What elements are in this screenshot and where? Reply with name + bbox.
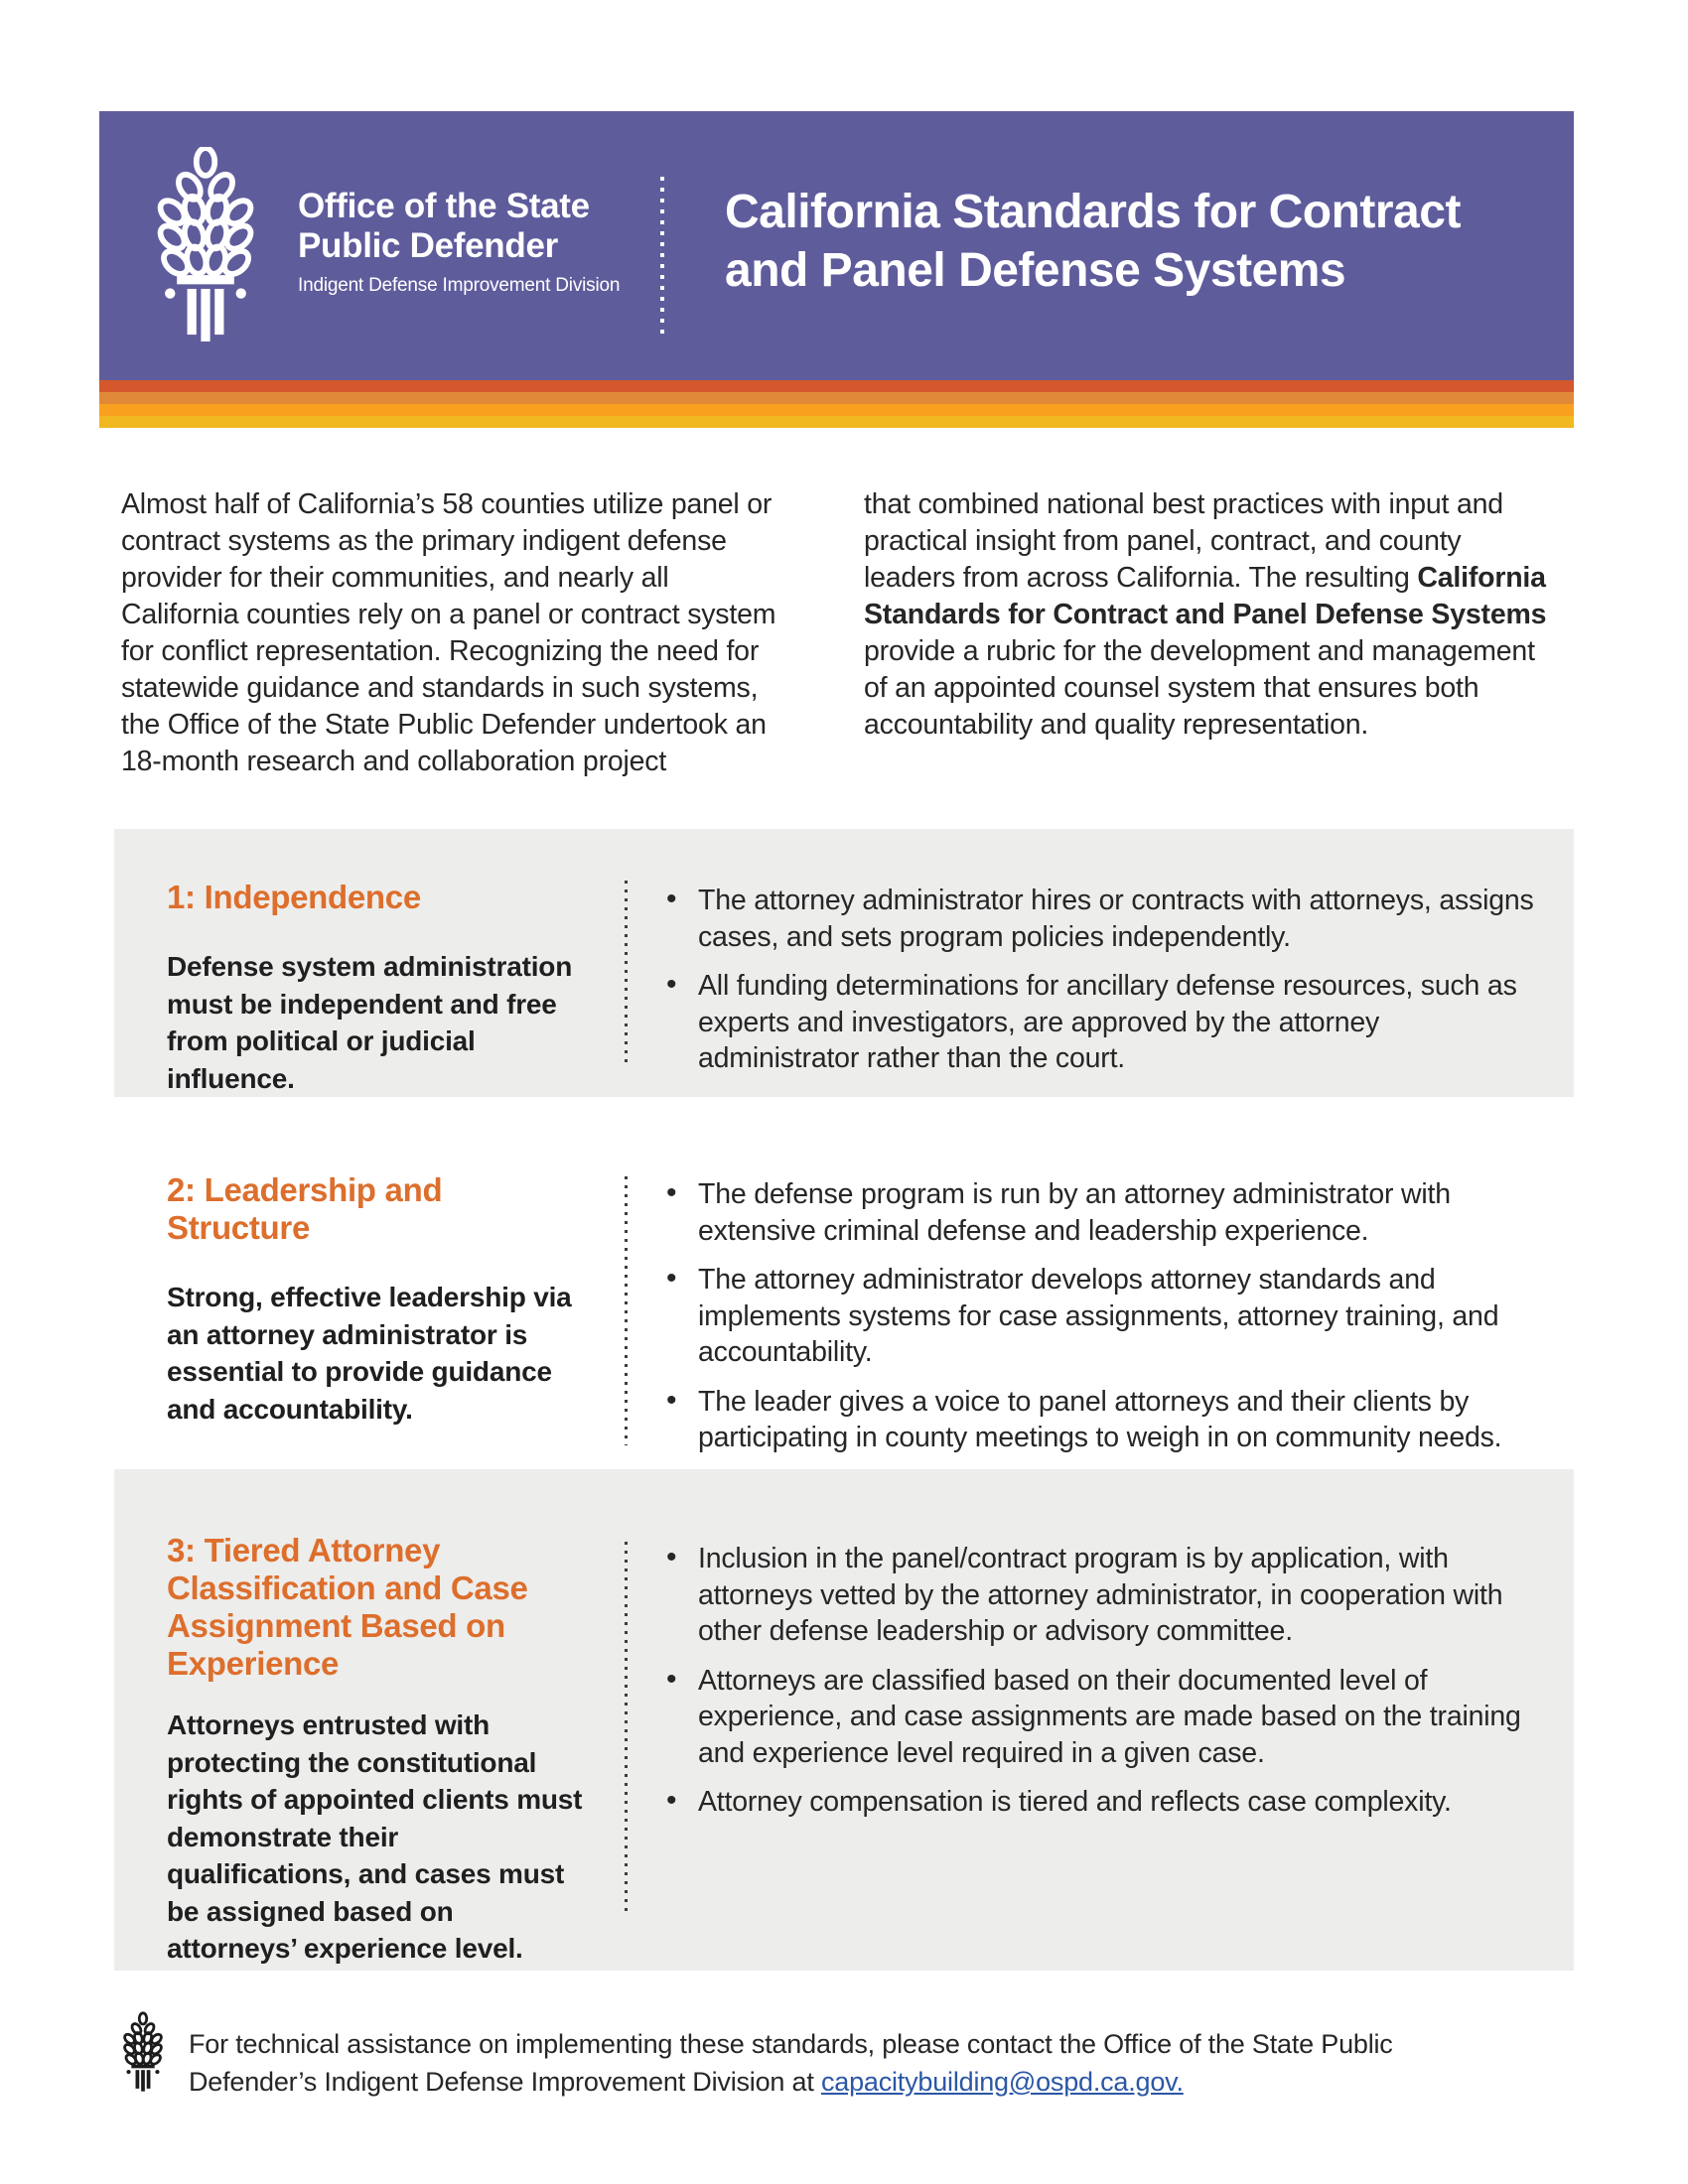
org-identity bbox=[298, 187, 620, 297]
stripe-yellow bbox=[99, 416, 1574, 428]
section-3-heading: 3: Tiered Attorney Classification and Case Assignment Based on Experience bbox=[167, 1532, 528, 1682]
intro-right-text-before: that combined national best practices with input and practical insight from panel, contract, and county leaders from across California. The resulting bbox=[864, 488, 1503, 594]
section-3-dotted-divider bbox=[625, 1542, 628, 1913]
org-name-line2: Public Defender bbox=[298, 226, 558, 265]
section-2-heading: 2: Leadership and Structure bbox=[167, 1171, 443, 1246]
bullet-item: • The attorney administrator hires or contracts with attorneys, assigns cases, and sets program policies independently. bbox=[666, 883, 1536, 955]
section-1-dotted-divider bbox=[625, 881, 628, 1065]
bullet-item: • The defense program is run by an attorney administrator with extensive criminal defense and leadership experience. bbox=[666, 1176, 1536, 1249]
contact-email-link[interactable]: capacitybuilding@ospd.ca.gov. bbox=[820, 2067, 1184, 2097]
header-accent-stripes bbox=[99, 380, 1574, 428]
ospd-column-leaves-logo-icon bbox=[127, 147, 284, 341]
stripe-medium-orange bbox=[99, 392, 1574, 404]
section-tiered-classification bbox=[114, 1469, 1574, 1971]
stripe-dark-orange bbox=[99, 380, 1574, 392]
bullet-item: • Attorney compensation is tiered and reflects case complexity. bbox=[666, 1784, 1536, 1821]
intro-paragraph-left: Almost half of California’s 58 counties utilize panel or contract systems as the primary indigent defense provider for their communities, and nearly all California counties rely on a panel or contract system for conflict representation. Recognizing the need for statewide guidance and standards in such systems, the Office of the State Public Defender undertook an 18-month research and collaboration project bbox=[121, 488, 776, 777]
footer-contact-note bbox=[189, 2025, 1470, 2101]
intro-right-text-after: provide a rubric for the development and management of an appointed counsel system that ensures both accountability and quality representation. bbox=[864, 635, 1535, 741]
bullet-item: • All funding determinations for ancillary defense resources, such as experts and investigators, are approved by the attorney administrator rather than the court. bbox=[666, 968, 1536, 1077]
section-1-bullets bbox=[666, 883, 1536, 1090]
bullet-item: • The leader gives a voice to panel attorneys and their clients by participating in county meetings to weigh in on community needs. bbox=[666, 1384, 1536, 1456]
section-leadership-structure bbox=[114, 1122, 1574, 1453]
bullet-item: • The attorney administrator develops attorney standards and implements systems for case assignments, attorney training, and accountability. bbox=[666, 1262, 1536, 1371]
org-division: Indigent Defense Improvement Division bbox=[298, 275, 621, 296]
footer-text-before-link: For technical assistance on implementing these standards, please contact the Office of the State Public Defender’s Indigent Defense Improvement Division at bbox=[189, 2029, 1393, 2097]
section-1-description: Defense system administration must be independent and free from political or judicial influence. bbox=[167, 951, 573, 1094]
ospd-column-leaves-logo-small-icon bbox=[115, 2005, 171, 2099]
section-1-heading: 1: Independence bbox=[167, 879, 421, 915]
section-3-bullets bbox=[666, 1541, 1536, 1834]
intro-paragraph-right bbox=[864, 486, 1551, 744]
section-2-dotted-divider bbox=[625, 1176, 628, 1445]
bullet-item: • Attorneys are classified based on their documented level of experience, and case assignments are made based on the training and experience level required in a given case. bbox=[666, 1663, 1536, 1772]
section-1-left-column bbox=[167, 879, 584, 1097]
org-name-line1: Office of the State bbox=[298, 187, 590, 225]
header-dotted-divider bbox=[660, 177, 664, 334]
section-3-description: Attorneys entrusted with protecting the constitutional rights of appointed clients must demonstrate their qualifications, and cases must be assigned based on attorneys’ experience level. bbox=[167, 1709, 583, 1964]
page-title-line2: and Panel Defense Systems bbox=[725, 244, 1346, 297]
page-title-line1: California Standards for Contract bbox=[725, 186, 1461, 238]
section-3-left-column bbox=[167, 1532, 584, 1968]
stripe-bright-orange bbox=[99, 404, 1574, 416]
section-independence bbox=[114, 829, 1574, 1097]
section-2-description: Strong, effective leadership via an attorney administrator is essential to provide guidance and accountability. bbox=[167, 1282, 572, 1425]
section-2-left-column bbox=[167, 1171, 584, 1428]
section-2-bullets bbox=[666, 1176, 1536, 1469]
intro-right-bold-phrase: California Standards for Contract and Panel Defense Systems bbox=[864, 562, 1547, 630]
header-banner bbox=[99, 111, 1574, 380]
page-title bbox=[725, 183, 1461, 300]
bullet-item: • Inclusion in the panel/contract program is by application, with attorneys vetted by the attorney administrator, in cooperation with other defense leadership or advisory committee. bbox=[666, 1541, 1536, 1650]
